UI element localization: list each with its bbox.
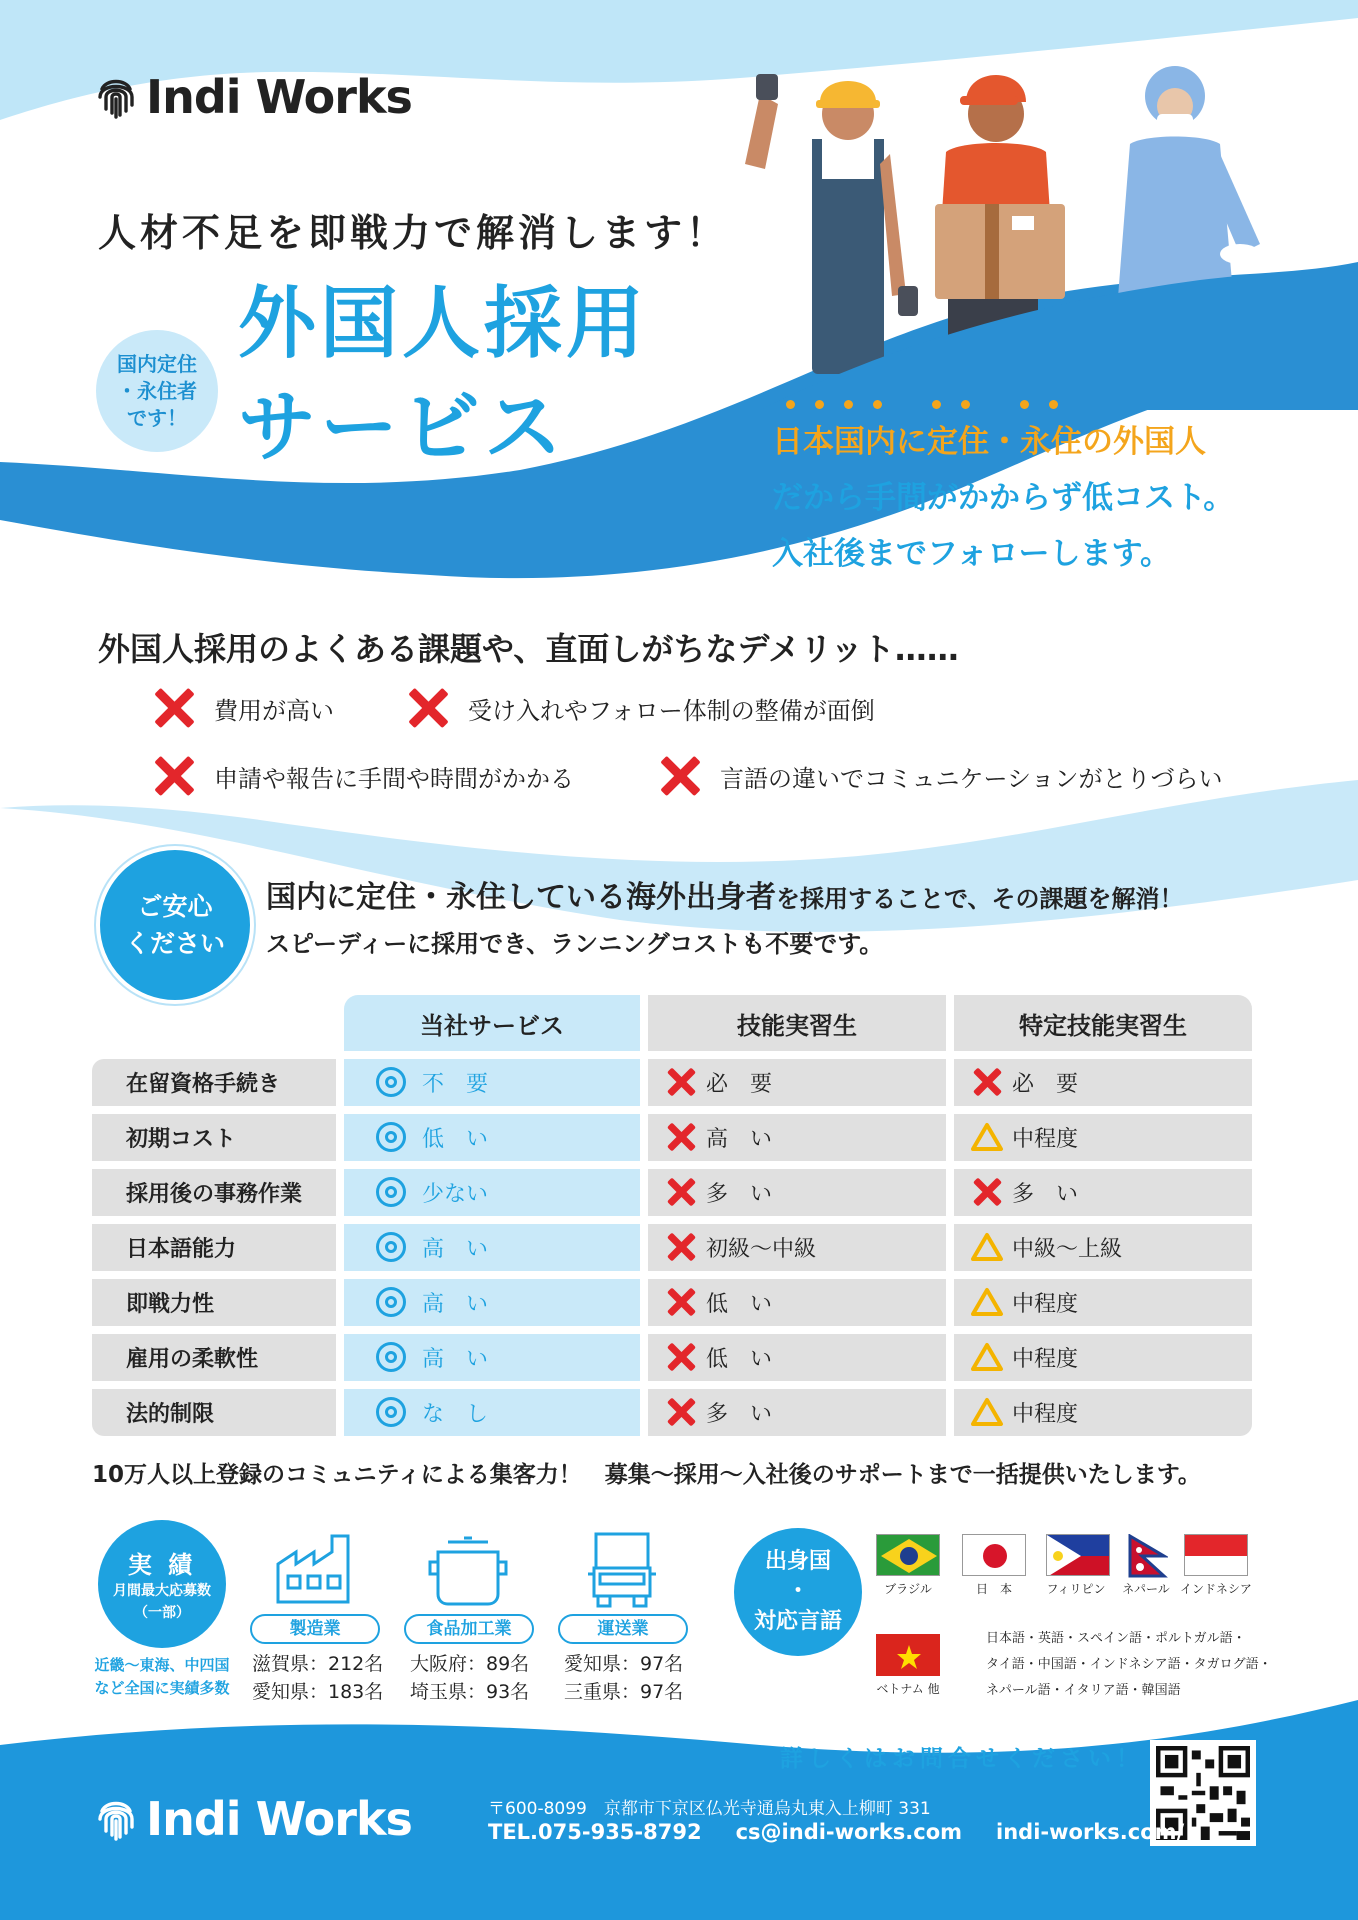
row-label	[92, 1389, 336, 1436]
lead-line: 入社後までフォローします。	[772, 536, 1171, 572]
tech-cell-text: 多 い	[706, 1402, 773, 1427]
flag-label: フィリピン	[1046, 1582, 1106, 1596]
bubble-line: です！	[127, 405, 187, 430]
resident-bubble	[96, 330, 218, 452]
spec-cell	[954, 1224, 1252, 1271]
fingerprint-icon	[96, 75, 136, 119]
tech-cell	[648, 1279, 946, 1326]
contact-cta: 詳しくはお問合せください！	[780, 1746, 1144, 1772]
cross-icon	[152, 686, 196, 730]
results-badge-title: 実 績	[127, 1550, 197, 1579]
issue-item	[152, 686, 334, 730]
table-row	[92, 1059, 1252, 1106]
double-circle-icon	[376, 1232, 406, 1262]
cross-icon	[666, 1122, 696, 1152]
double-circle-icon	[376, 1067, 406, 1097]
flag-label: 日 本	[975, 1582, 1012, 1596]
tech-cell-text: 初級～中級	[706, 1237, 817, 1262]
ours-cell-text: 少ない	[422, 1182, 489, 1207]
ours-cell	[344, 1279, 640, 1326]
languages-line: ネパール語・イタリア語・韓国語	[986, 1683, 1181, 1698]
row-label-text: 雇用の柔軟性	[126, 1347, 259, 1372]
cross-icon	[666, 1177, 696, 1207]
spec-cell-text: 中級～上級	[1012, 1237, 1123, 1262]
brand-wordmark: Indi Works	[146, 1792, 412, 1846]
double-circle-icon	[376, 1342, 406, 1372]
row-label-text: 即戦力性	[126, 1292, 215, 1317]
row-label-text: 日本語能力	[126, 1237, 237, 1262]
flag-label: ベトナム 他	[876, 1682, 940, 1696]
cross-icon	[972, 1177, 1002, 1207]
regions-line: など全国に実績多数	[94, 1679, 230, 1697]
tech-cell-text: 低 い	[706, 1347, 773, 1372]
header-logo[interactable]	[96, 70, 412, 124]
website-link[interactable]: indi-works.com/	[996, 1820, 1185, 1844]
origins-badge	[734, 1528, 862, 1656]
origins-badge-line: 出身国	[764, 1549, 831, 1574]
table-row	[92, 1334, 1252, 1381]
languages-list	[986, 1626, 1272, 1704]
lead-line: 日本国内に定住・永住の外国人	[772, 424, 1206, 460]
spec-cell	[954, 1334, 1252, 1381]
origins-badge-dot: ・	[786, 1579, 809, 1604]
triangle-icon	[970, 1397, 1004, 1427]
cross-icon	[406, 686, 450, 730]
tech-cell-text: 多 い	[706, 1182, 773, 1207]
issue-text: 申請や報告に手間や時間がかかる	[214, 764, 574, 793]
triangle-icon	[970, 1342, 1004, 1372]
cross-icon	[972, 1067, 1002, 1097]
table-row	[92, 1224, 1252, 1271]
row-label	[92, 1224, 336, 1271]
results-badge	[98, 1520, 226, 1648]
ours-cell-text: 不 要	[422, 1072, 489, 1097]
row-label-text: 在留資格手続き	[126, 1072, 281, 1097]
hero-title-line2: サービス	[238, 383, 567, 473]
double-circle-icon	[376, 1397, 406, 1427]
ours-cell	[344, 1059, 640, 1106]
footer-logo[interactable]	[96, 1792, 412, 1846]
industry-label: 運送業	[558, 1614, 688, 1644]
spec-cell-text: 中程度	[1012, 1347, 1079, 1372]
spec-cell-text: 中程度	[1012, 1402, 1079, 1427]
spec-cell	[954, 1114, 1252, 1161]
hero-tagline: 人材不足を即戦力で解消します！	[98, 211, 729, 255]
row-label	[92, 1114, 336, 1161]
issue-text: 言語の違いでコミュニケーションがとりづらい	[720, 764, 1223, 793]
cross-icon	[666, 1397, 696, 1427]
reassure-badge	[96, 846, 254, 1004]
tech-cell	[648, 1059, 946, 1106]
flag-label: ネパール	[1122, 1582, 1170, 1596]
email-link[interactable]: cs@indi-works.com	[735, 1820, 963, 1844]
hero-lead	[772, 414, 1234, 582]
results-badge-sub: （一部）	[134, 1604, 190, 1621]
issue-item	[406, 686, 875, 730]
tech-cell	[648, 1114, 946, 1161]
triangle-icon	[970, 1287, 1004, 1317]
ours-cell	[344, 1169, 640, 1216]
tech-cell	[648, 1224, 946, 1271]
nepal-flag-icon	[1128, 1534, 1168, 1578]
triangle-icon	[970, 1232, 1004, 1262]
summary-text: 10万人以上登録のコミュニティによる集客力！ 募集～採用～入社後のサポートまで一括提供いたします。	[92, 1462, 1201, 1488]
cross-icon	[658, 754, 702, 798]
badge-line: ください	[124, 929, 225, 958]
header-specified-skill: 特定技能実習生	[954, 995, 1252, 1051]
fingerprint-icon	[96, 1797, 136, 1841]
indonesia-flag-icon	[1184, 1534, 1248, 1576]
cross-icon	[666, 1067, 696, 1097]
phone-number[interactable]: TEL.075-935-8792	[488, 1820, 702, 1844]
factory-icon	[274, 1530, 358, 1606]
ours-cell	[344, 1334, 640, 1381]
spec-cell-text: 必 要	[1012, 1072, 1079, 1097]
ours-cell	[344, 1224, 640, 1271]
row-label-text: 採用後の事務作業	[126, 1182, 303, 1207]
solution-subline: スピーディーに採用でき、ランニングコストも不要です。	[266, 930, 884, 958]
table-header	[92, 995, 1252, 1051]
issue-item	[658, 754, 1223, 798]
issue-text: 受け入れやフォロー体制の整備が面倒	[468, 696, 875, 725]
lead-line: だから手間がかからず低コスト。	[772, 480, 1235, 516]
industry-stats	[252, 1650, 383, 1706]
spec-cell-text: 多 い	[1012, 1182, 1079, 1207]
cross-icon	[666, 1232, 696, 1262]
spec-cell-text: 中程度	[1012, 1292, 1079, 1317]
row-label	[92, 1169, 336, 1216]
tech-cell	[648, 1334, 946, 1381]
languages-line: タイ語・中国語・インドネシア語・タガログ語・	[986, 1657, 1272, 1672]
table-row	[92, 1389, 1252, 1436]
stat-line: 滋賀県：212名	[252, 1653, 384, 1675]
double-circle-icon	[376, 1177, 406, 1207]
ours-cell-text: 低 い	[422, 1127, 489, 1152]
row-label-text: 初期コスト	[126, 1127, 237, 1152]
flag-label: ブラジル	[884, 1582, 932, 1596]
industry-stats	[410, 1650, 529, 1706]
tech-cell	[648, 1389, 946, 1436]
flag-label: インドネシア	[1180, 1582, 1252, 1596]
solution-headline	[266, 872, 1184, 916]
spec-cell-text: 中程度	[1012, 1127, 1079, 1152]
ours-cell-text: 高 い	[422, 1237, 489, 1262]
industry-stats	[564, 1650, 683, 1706]
header-technical-intern: 技能実習生	[648, 995, 946, 1051]
tech-cell-text: 必 要	[706, 1072, 773, 1097]
row-label	[92, 1059, 336, 1106]
badge-line: ご安心	[137, 892, 213, 921]
cross-icon	[152, 754, 196, 798]
cross-icon	[666, 1342, 696, 1372]
industry-label: 製造業	[250, 1614, 380, 1644]
stat-line: 愛知県：97名	[564, 1653, 684, 1675]
regions-note	[80, 1654, 244, 1700]
ours-cell-text: な し	[422, 1402, 489, 1427]
ours-cell	[344, 1114, 640, 1161]
bubble-line: 国内定住	[117, 351, 197, 376]
bubble-line: ・永住者	[117, 378, 197, 403]
cross-icon	[666, 1287, 696, 1317]
ours-cell-text: 高 い	[422, 1292, 489, 1317]
stat-line: 三重県：97名	[564, 1681, 684, 1703]
spec-cell	[954, 1059, 1252, 1106]
stat-line: 大阪府：89名	[410, 1653, 530, 1675]
spec-cell	[954, 1169, 1252, 1216]
footer-address: 〒600-8099 京都市下京区仏光寺通烏丸東入上柳町 331	[488, 1799, 931, 1819]
japan-flag-icon	[962, 1534, 1026, 1576]
issues-title: 外国人採用のよくある課題や、直面しがちなデメリット……	[98, 630, 959, 668]
table-row	[92, 1169, 1252, 1216]
comparison-table	[92, 995, 1252, 1444]
philippines-flag-icon	[1046, 1534, 1110, 1576]
row-label-text: 法的制限	[126, 1402, 215, 1427]
triangle-icon	[970, 1122, 1004, 1152]
emphasis-dots	[786, 400, 1086, 409]
issue-text: 費用が高い	[214, 696, 334, 725]
hero-title-line1: 外国人採用	[238, 279, 649, 369]
row-label	[92, 1279, 336, 1326]
tech-cell	[648, 1169, 946, 1216]
pot-icon	[428, 1534, 508, 1606]
stat-line: 埼玉県：93名	[410, 1681, 530, 1703]
tech-cell-text: 低 い	[706, 1292, 773, 1317]
tech-cell-text: 高 い	[706, 1127, 773, 1152]
spec-cell	[954, 1279, 1252, 1326]
regions-line: 近畿～東海、中四国	[94, 1656, 230, 1674]
spec-cell	[954, 1389, 1252, 1436]
ours-cell	[344, 1389, 640, 1436]
stat-line: 愛知県：183名	[252, 1681, 384, 1703]
row-label	[92, 1334, 336, 1381]
footer-contact-line	[488, 1820, 1184, 1844]
languages-line: 日本語・英語・スペイン語・ポルトガル語・	[986, 1631, 1246, 1646]
results-badge-sub: 月間最大応募数	[113, 1582, 211, 1599]
brazil-flag-icon	[876, 1534, 940, 1576]
brand-wordmark: Indi Works	[146, 70, 412, 124]
double-circle-icon	[376, 1122, 406, 1152]
header-ours: 当社サービス	[344, 995, 640, 1051]
origins-badge-line: 対応言語	[753, 1609, 842, 1634]
table-row	[92, 1114, 1252, 1161]
hero-title	[238, 272, 648, 480]
table-row	[92, 1279, 1252, 1326]
double-circle-icon	[376, 1287, 406, 1317]
ours-cell-text: 高 い	[422, 1347, 489, 1372]
issue-item	[152, 754, 574, 798]
vietnam-flag-icon	[876, 1634, 940, 1676]
solution-rest: を採用することで、その課題を解消！	[776, 885, 1184, 913]
truck-icon	[586, 1530, 658, 1610]
solution-strong: 国内に定住・永住している海外出身者	[266, 880, 776, 915]
industry-label: 食品加工業	[404, 1614, 534, 1644]
